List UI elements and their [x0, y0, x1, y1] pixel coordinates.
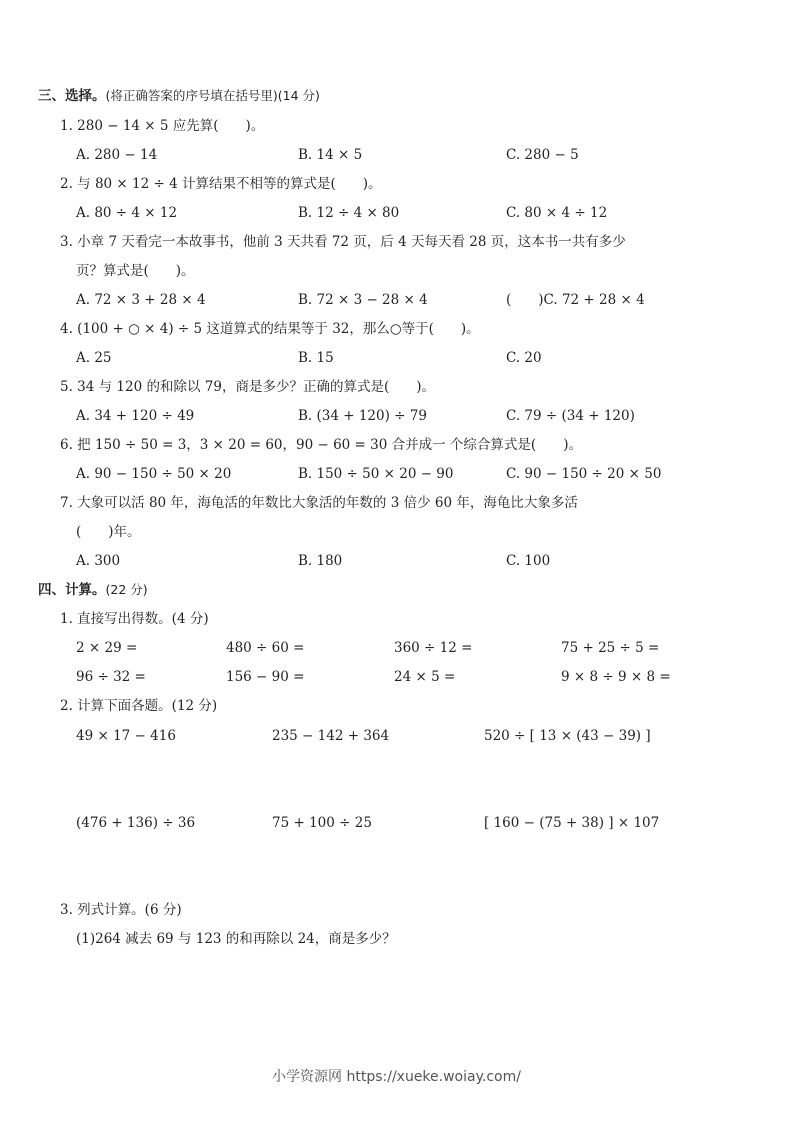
- problem-item: 49 × 17 − 416: [76, 728, 176, 744]
- question-6-option-c: C. 90 − 150 ÷ 20 × 50: [506, 466, 662, 482]
- direct-calc-title: 1. 直接写出得数。(4 分): [60, 611, 209, 627]
- problem-item: 235 − 142 + 364: [272, 728, 390, 744]
- question-1-option-a: A. 280 − 14: [76, 147, 158, 163]
- question-5-option-b: B. (34 + 120) ÷ 79: [298, 408, 427, 424]
- footer-watermark: 小学资源网 https://xueke.woiay.com/: [272, 1069, 521, 1085]
- problem-item: 520 ÷ [ 13 × (43 − 39) ]: [484, 728, 651, 744]
- question-2-option-c: C. 80 × 4 ÷ 12: [506, 205, 608, 221]
- question-5-stem: 5. 34 与 120 的和除以 79，商是多少？正确的算式是( )。: [60, 379, 435, 395]
- question-1-option-c: C. 280 − 5: [506, 147, 579, 163]
- question-7-option-c: C. 100: [506, 553, 551, 569]
- question-3-option-a: A. 72 × 3 + 28 × 4: [76, 292, 206, 308]
- direct-item: 2 × 29 =: [76, 640, 138, 656]
- question-7-stem: 7. 大象可以活 80 年，海龟活的年数比大象活的年数的 3 倍少 60 年，海龟比大象多活: [60, 495, 578, 511]
- question-3-option-b: B. 72 × 3 − 28 × 4: [298, 292, 428, 308]
- direct-item: 9 × 8 ÷ 9 × 8 =: [561, 669, 671, 685]
- question-6-option-b: B. 150 ÷ 50 × 20 − 90: [298, 466, 454, 482]
- problem-item: [ 160 − (75 + 38) ] × 107: [484, 815, 660, 831]
- formula-item-1: (1)264 减去 69 与 123 的和再除以 24，商是多少？: [76, 931, 396, 947]
- section-calc-note: (22 分): [105, 582, 148, 597]
- section-calc-heading: 四、计算。: [38, 582, 106, 598]
- section-choice-title: [38, 87, 320, 105]
- question-1-option-b: B. 14 × 5: [298, 147, 363, 163]
- question-4-option-c: C. 20: [506, 350, 542, 366]
- question-2-stem: 2. 与 80 × 12 ÷ 4 计算结果不相等的算式是( )。: [60, 176, 382, 192]
- question-1-stem: 1. 280 − 14 × 5 应先算( )。: [60, 118, 265, 134]
- question-7-option-a: A. 300: [76, 553, 121, 569]
- direct-item: 24 × 5 =: [394, 669, 456, 685]
- section-choice-heading: 三、选择。: [38, 88, 106, 104]
- section-calc-title: [38, 581, 148, 599]
- direct-item: 156 − 90 =: [226, 669, 305, 685]
- question-3-stem-cont: 页？算式是( )。: [76, 263, 195, 279]
- question-4-stem: 4. (100 + ○ × 4) ÷ 5 这道算式的结果等于 32，那么○等于( )。: [60, 321, 480, 337]
- question-5-option-a: A. 34 + 120 ÷ 49: [76, 408, 195, 424]
- problem-item: (476 + 136) ÷ 36: [76, 815, 196, 831]
- question-3-option-c: ( )C. 72 + 28 × 4: [506, 292, 645, 308]
- question-7-option-b: B. 180: [298, 553, 343, 569]
- question-5-option-c: C. 79 ÷ (34 + 120): [506, 408, 635, 424]
- question-2-option-a: A. 80 ÷ 4 × 12: [76, 205, 178, 221]
- formula-title: 3. 列式计算。(6 分): [60, 902, 182, 918]
- direct-item: 75 + 25 ÷ 5 =: [561, 640, 660, 656]
- question-6-option-a: A. 90 − 150 ÷ 50 × 20: [76, 466, 232, 482]
- question-2-option-b: B. 12 ÷ 4 × 80: [298, 205, 400, 221]
- question-6-stem: 6. 把 150 ÷ 50 = 3，3 × 20 = 60，90 − 60 = 30 合并成一 个综合算式是( )。: [60, 437, 582, 453]
- problems-title: 2. 计算下面各题。(12 分): [60, 698, 218, 714]
- direct-item: 360 ÷ 12 =: [394, 640, 473, 656]
- problem-item: 75 + 100 ÷ 25: [272, 815, 372, 831]
- direct-item: 480 ÷ 60 =: [226, 640, 305, 656]
- question-3-stem: 3. 小章 7 天看完一本故事书，他前 3 天共看 72 页，后 4 天每天看 28 页，这本书一共有多少: [60, 234, 626, 250]
- question-4-option-a: A. 25: [76, 350, 112, 366]
- direct-item: 96 ÷ 32 =: [76, 669, 146, 685]
- question-7-stem-cont: ( )年。: [76, 524, 141, 540]
- section-choice-note: (将正确答案的序号填在括号里)(14 分): [105, 88, 320, 103]
- question-4-option-b: B. 15: [298, 350, 334, 366]
